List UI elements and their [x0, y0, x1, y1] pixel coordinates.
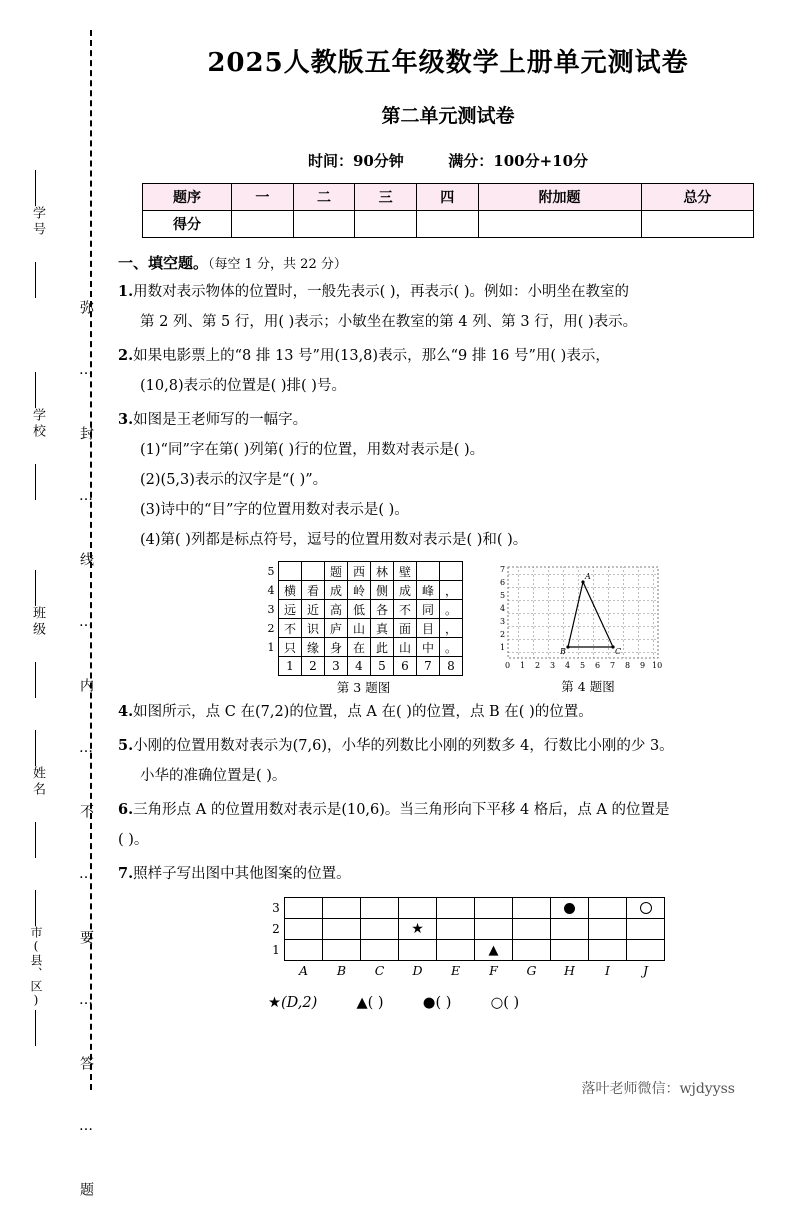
poem-cell [279, 562, 302, 581]
poem-cell: 不 [279, 619, 302, 638]
question-5-line-2: 小华的准确位置是( )。 [140, 768, 287, 784]
poem-cell: 林 [371, 562, 394, 581]
score-col-extra: 附加题 [478, 184, 641, 211]
pattern-cell [323, 898, 361, 919]
svg-text:A: A [585, 572, 591, 581]
svg-text:2: 2 [500, 630, 506, 639]
question-5 [118, 731, 778, 791]
svg-text:10: 10 [652, 661, 663, 670]
page-subtitle: 第二单元测试卷 [381, 105, 515, 127]
score-col-2: 二 [293, 184, 355, 211]
score-col-4: 四 [416, 184, 478, 211]
poem-x-label-8: 8 [440, 657, 463, 676]
poem-grid [264, 561, 463, 676]
left-margin-column [0, 0, 110, 1212]
table-row [268, 898, 665, 919]
svg-text:3: 3 [500, 617, 506, 626]
pattern-cell [437, 940, 475, 961]
poem-cell: 面 [394, 619, 417, 638]
score-cell[interactable] [293, 211, 355, 238]
question-4-number: 4. [118, 703, 134, 720]
question-1-number: 1. [118, 283, 134, 300]
margin-rule [35, 890, 36, 926]
pattern-cell [551, 919, 589, 940]
poem-cell: 目 [417, 619, 440, 638]
pattern-x-label-h: H [564, 963, 575, 979]
score-col-total: 总分 [641, 184, 753, 211]
answer-open-circle-shape: ○ [490, 995, 504, 1011]
pattern-cell [589, 898, 627, 919]
pattern-x-label-b: B [336, 963, 347, 979]
svg-text:5: 5 [580, 661, 586, 670]
margin-rule [35, 170, 36, 206]
table-row [143, 211, 754, 238]
question-7-number: 7. [118, 865, 134, 882]
poem-cell: 西 [348, 562, 371, 581]
poem-x-label-7: 7 [417, 657, 440, 676]
margin-field-shixianqu: 市(县、区) [29, 926, 43, 1008]
answer-triangle-value[interactable]: ( ) [367, 995, 384, 1011]
poem-cell: 成 [394, 581, 417, 600]
pattern-cell [437, 898, 475, 919]
pattern-cell [513, 919, 551, 940]
svg-text:6: 6 [500, 578, 506, 587]
question-1-line-1: 用数对表示物体的位置时，一般先表示( )，再表示( )。例如：小明坐在教室的 [133, 284, 629, 300]
score-cell[interactable] [355, 211, 417, 238]
pattern-cell [627, 940, 665, 961]
poem-x-label-1: 1 [279, 657, 302, 676]
question-3-line-1: 如图是王老师写的一幅字。 [133, 412, 308, 428]
poem-cell: 低 [348, 600, 371, 619]
pattern-cell [399, 898, 437, 919]
poem-x-label-2: 2 [302, 657, 325, 676]
pattern-cell [589, 919, 627, 940]
margin-rule [35, 822, 36, 858]
question-3-line-2: (1)“同”字在第( )列第( )行的位置，用数对表示是( )。 [140, 442, 485, 458]
question-4 [118, 697, 778, 727]
poem-cell: 题 [325, 562, 348, 581]
pattern-x-label-e: E [450, 963, 461, 979]
question-6-number: 6. [118, 801, 134, 818]
pattern-answer-line [268, 995, 778, 1011]
svg-text:4: 4 [500, 604, 506, 613]
pattern-cell-open-circle [627, 898, 665, 919]
score-col-1: 一 [232, 184, 294, 211]
question-3-line-4: (3)诗中的“目”字的位置用数对表示是( )。 [140, 502, 409, 518]
margin-rule [35, 262, 36, 298]
poem-cell: 在 [348, 638, 371, 657]
svg-text:7: 7 [610, 661, 616, 670]
pattern-cell [323, 940, 361, 961]
question-3-line-3: (2)(5,3)表示的汉字是“( )”。 [140, 472, 328, 488]
poem-x-label-4: 4 [348, 657, 371, 676]
score-row-label-2: 得分 [143, 211, 232, 238]
svg-text:0: 0 [505, 661, 511, 670]
question-4-line-1: 如图所示，点 C 在(7,2)的位置，点 A 在( )的位置，点 B 在( )的位置。 [133, 704, 593, 720]
poem-cell: 看 [302, 581, 325, 600]
poem-cell: 此 [371, 638, 394, 657]
margin-field-xingming: 姓名 [30, 766, 45, 798]
poem-cell: 缘 [302, 638, 325, 657]
margin-field-banji: 班级 [30, 606, 45, 638]
question-3 [118, 405, 778, 555]
point-grid-svg [488, 561, 688, 671]
poem-cell: 高 [325, 600, 348, 619]
pattern-cell [475, 919, 513, 940]
footer-watermark: 落叶老师微信：wjdyyss [581, 1081, 735, 1097]
poem-cell: 峰 [417, 581, 440, 600]
table-row [268, 940, 665, 961]
poem-cell: 山 [394, 638, 417, 657]
poem-y-label-3: 3 [267, 602, 275, 616]
table-row [264, 600, 463, 619]
svg-text:B: B [560, 647, 566, 656]
margin-field-xuehao: 学号 [30, 206, 45, 238]
poem-cell: ， [440, 581, 463, 600]
pattern-x-label-a: A [298, 963, 309, 979]
score-table [142, 183, 754, 238]
question-1 [118, 277, 778, 337]
time-label: 时间：90分钟 [307, 152, 404, 170]
svg-text:C: C [615, 647, 622, 656]
pattern-cell [399, 940, 437, 961]
pattern-cell [475, 898, 513, 919]
poem-grid-figure [264, 561, 463, 696]
poem-y-label-1: 1 [267, 640, 275, 654]
answer-star-value: (D,2) [281, 995, 318, 1011]
pattern-x-label-j: J [642, 963, 648, 979]
poem-cell [440, 562, 463, 581]
svg-text:8: 8 [625, 661, 631, 670]
pattern-cell [513, 898, 551, 919]
margin-rule [35, 372, 36, 408]
table-row [264, 581, 463, 600]
poem-cell: 各 [371, 600, 394, 619]
section-1-title [118, 252, 778, 273]
pattern-y-label-1: 1 [272, 943, 280, 957]
pattern-y-label-2: 2 [272, 922, 280, 936]
score-label: 满分：100分+10分 [448, 152, 589, 170]
poem-cell: 不 [394, 600, 417, 619]
svg-text:7: 7 [500, 565, 506, 574]
score-cell[interactable] [232, 211, 294, 238]
margin-rule [35, 464, 36, 500]
poem-cell: 。 [440, 638, 463, 657]
seal-line-text: 弥 … 封 … 线 … 内 … 不 … 要 … 答 … 题 [78, 300, 94, 1212]
pattern-cell-triangle: ▲ [475, 940, 513, 961]
score-cell[interactable] [416, 211, 478, 238]
pattern-cell [285, 919, 323, 940]
question-1-line-2: 第 2 列、第 5 行，用( )表示；小敏坐在教室的第 4 列、第 3 行，用( )表示。 [140, 314, 638, 330]
table-row [143, 184, 754, 211]
question-6 [118, 795, 778, 855]
pattern-cell [513, 940, 551, 961]
poem-cell: 横 [279, 581, 302, 600]
question-7-line-1: 照样子写出图中其他图案的位置。 [133, 866, 351, 882]
question-5-number: 5. [118, 737, 134, 754]
poem-y-label-4: 4 [267, 583, 275, 597]
page-title: 2025人教版五年级数学上册单元测试卷 [207, 48, 689, 78]
pattern-figure [118, 897, 778, 989]
answer-open-circle-value[interactable]: ( ) [503, 995, 520, 1011]
pattern-cell [551, 940, 589, 961]
table-row [264, 619, 463, 638]
score-row-label: 题序 [143, 184, 232, 211]
poem-cell: ， [440, 619, 463, 638]
poem-y-label-2: 2 [267, 621, 275, 635]
pattern-x-label-c: C [374, 963, 385, 979]
poem-cell: 壁 [394, 562, 417, 581]
poem-figure-caption: 第 3 题图 [336, 680, 391, 695]
pattern-grid [268, 897, 665, 981]
question-2-line-1: 如果电影票上的“8 排 13 号”用(13,8)表示，那么“9 排 16 号”用( )表示， [133, 348, 610, 364]
poem-x-label-5: 5 [371, 657, 394, 676]
poem-cell: 中 [417, 638, 440, 657]
svg-text:1: 1 [520, 661, 526, 670]
pattern-cell [361, 940, 399, 961]
svg-text:5: 5 [500, 591, 506, 600]
poem-cell: 侧 [371, 581, 394, 600]
poem-cell [417, 562, 440, 581]
margin-rule [35, 1010, 36, 1046]
table-row [268, 919, 665, 940]
poem-cell [302, 562, 325, 581]
pattern-x-label-f: F [489, 963, 498, 979]
section-1-heading: 一、填空题。 [118, 254, 209, 272]
answer-filled-circle-shape: ● [422, 995, 436, 1011]
margin-rule [35, 730, 36, 766]
svg-text:6: 6 [595, 661, 601, 670]
score-cell[interactable] [478, 211, 641, 238]
question-5-line-1: 小刚的位置用数对表示为(7,6)，小华的列数比小刚的列数多 4，行数比小刚的少 3。 [133, 738, 674, 754]
question-2-number: 2. [118, 347, 134, 364]
poem-cell: 岭 [348, 581, 371, 600]
question-2-line-2: (10,8)表示的位置是( )排( )号。 [140, 378, 346, 394]
pattern-cell-filled-circle [551, 898, 589, 919]
score-cell[interactable] [641, 211, 753, 238]
question-2 [118, 341, 778, 401]
svg-text:3: 3 [550, 661, 556, 670]
pattern-cell [437, 919, 475, 940]
poem-cell: 真 [371, 619, 394, 638]
poem-cell: 。 [440, 600, 463, 619]
answer-star-shape: ★ [268, 995, 281, 1011]
pattern-cell [323, 919, 361, 940]
poem-y-label-5: 5 [267, 564, 275, 578]
question-3-number: 3. [118, 411, 134, 428]
svg-text:2: 2 [535, 661, 541, 670]
point-figure-caption: 第 4 题图 [561, 679, 615, 694]
poem-cell: 近 [302, 600, 325, 619]
section-1-note: （每空 1 分，共 22 分） [208, 257, 347, 272]
svg-text:1: 1 [500, 643, 506, 652]
question-7 [118, 859, 778, 889]
poem-cell: 同 [417, 600, 440, 619]
pattern-cell [285, 940, 323, 961]
poem-cell: 山 [348, 619, 371, 638]
margin-field-xuexiao: 学校 [30, 408, 45, 440]
question-6-line-2: ( )。 [118, 832, 149, 848]
main-content [118, 0, 778, 1011]
poem-x-label-6: 6 [394, 657, 417, 676]
pattern-y-label-3: 3 [272, 901, 280, 915]
pattern-cell [627, 919, 665, 940]
poem-cell: 庐 [325, 619, 348, 638]
score-col-3: 三 [355, 184, 417, 211]
svg-text:4: 4 [565, 661, 571, 670]
svg-text:9: 9 [640, 661, 646, 670]
pattern-cell [285, 898, 323, 919]
poem-cell: 只 [279, 638, 302, 657]
exam-meta [118, 150, 778, 171]
answer-filled-circle-value[interactable]: ( ) [435, 995, 452, 1011]
table-row [264, 657, 463, 676]
table-row [268, 961, 665, 981]
margin-rule [35, 662, 36, 698]
pattern-x-label-d: D [412, 963, 423, 979]
point-grid-figure [488, 561, 688, 695]
figures-row [118, 561, 778, 693]
pattern-cell [361, 898, 399, 919]
margin-rule [35, 570, 36, 606]
poem-cell: 远 [279, 600, 302, 619]
poem-cell: 识 [302, 619, 325, 638]
pattern-cell [361, 919, 399, 940]
pattern-x-label-i: I [605, 963, 610, 979]
pattern-cell-star: ★ [399, 919, 437, 940]
pattern-cell [589, 940, 627, 961]
pattern-x-label-g: G [526, 963, 537, 979]
answer-triangle-shape: ▲ [356, 995, 368, 1011]
question-3-line-5: (4)第( )列都是标点符号，逗号的位置用数对表示是( )和( )。 [140, 532, 528, 548]
poem-x-label-3: 3 [325, 657, 348, 676]
poem-cell: 成 [325, 581, 348, 600]
poem-cell: 身 [325, 638, 348, 657]
question-6-line-1: 三角形点 A 的位置用数对表示是(10,6)。当三角形向下平移 4 格后，点 A 的位置是 [133, 802, 670, 818]
table-row [264, 638, 463, 657]
table-row [264, 562, 463, 581]
